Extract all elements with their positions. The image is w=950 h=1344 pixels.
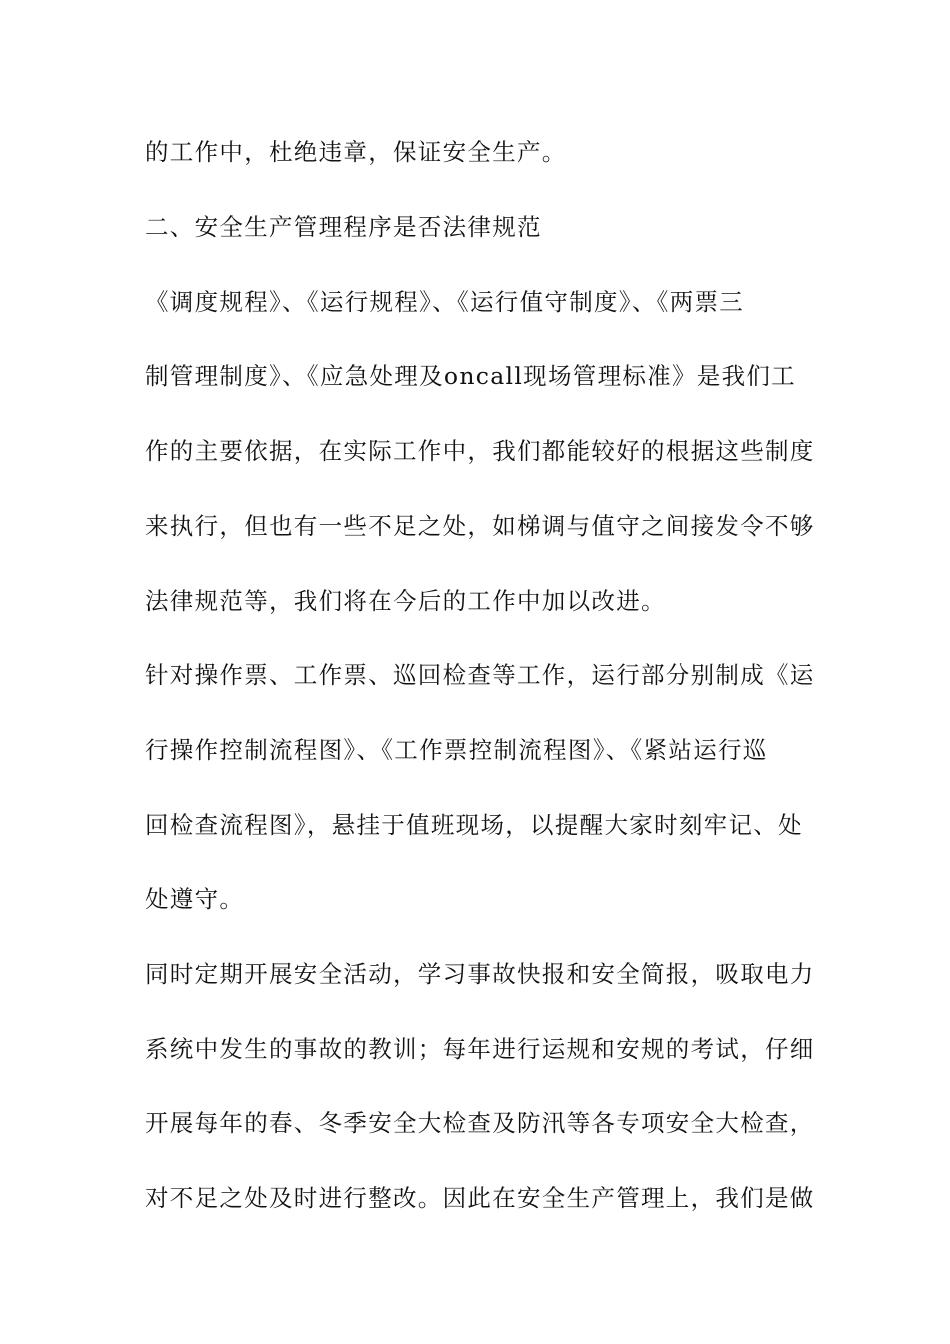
body-text-line: 针对操作票、工作票、巡回检查等工作，运行部分别制成《运 (145, 661, 815, 689)
body-text-line: 对不足之处及时进行整改。因此在安全生产管理上，我们是做 (145, 1184, 815, 1212)
section-heading: 二、安全生产管理程序是否法律规范 (145, 213, 542, 241)
body-text-line: 回检查流程图》，悬挂于值班现场，以提醒大家时刻牢记、处 (145, 811, 803, 839)
body-text-line: 法律规范等，我们将在今后的工作中加以改进。 (145, 587, 666, 615)
body-text-line: 的工作中，杜绝违章，保证安全生产。 (145, 138, 567, 166)
body-text-line: 行操作控制流程图》、《工作票控制流程图》、《紧站运行巡 (145, 736, 768, 764)
body-text-line: 同时定期开展安全活动，学习事故快报和安全简报，吸取电力 (145, 960, 815, 988)
body-text-line: 处遵守。 (145, 885, 245, 913)
body-text-line: 来执行，但也有一些不足之处，如梯调与值守之间接发令不够 (145, 512, 815, 540)
body-text-line: 《调度规程》、《运行规程》、《运行值守制度》、《两票三 (145, 288, 745, 316)
body-text-line: 作的主要依据，在实际工作中，我们都能较好的根据这些制度 (145, 437, 815, 465)
body-text-line: 开展每年的春、冬季安全大检查及防汛等各专项安全大检查， (145, 1109, 815, 1137)
body-text-line: 系统中发生的事故的教训；每年进行运规和安规的考试，仔细 (145, 1035, 815, 1063)
body-text-line: 制管理制度》、《应急处理及oncall现场管理标准》是我们工 (145, 362, 796, 390)
